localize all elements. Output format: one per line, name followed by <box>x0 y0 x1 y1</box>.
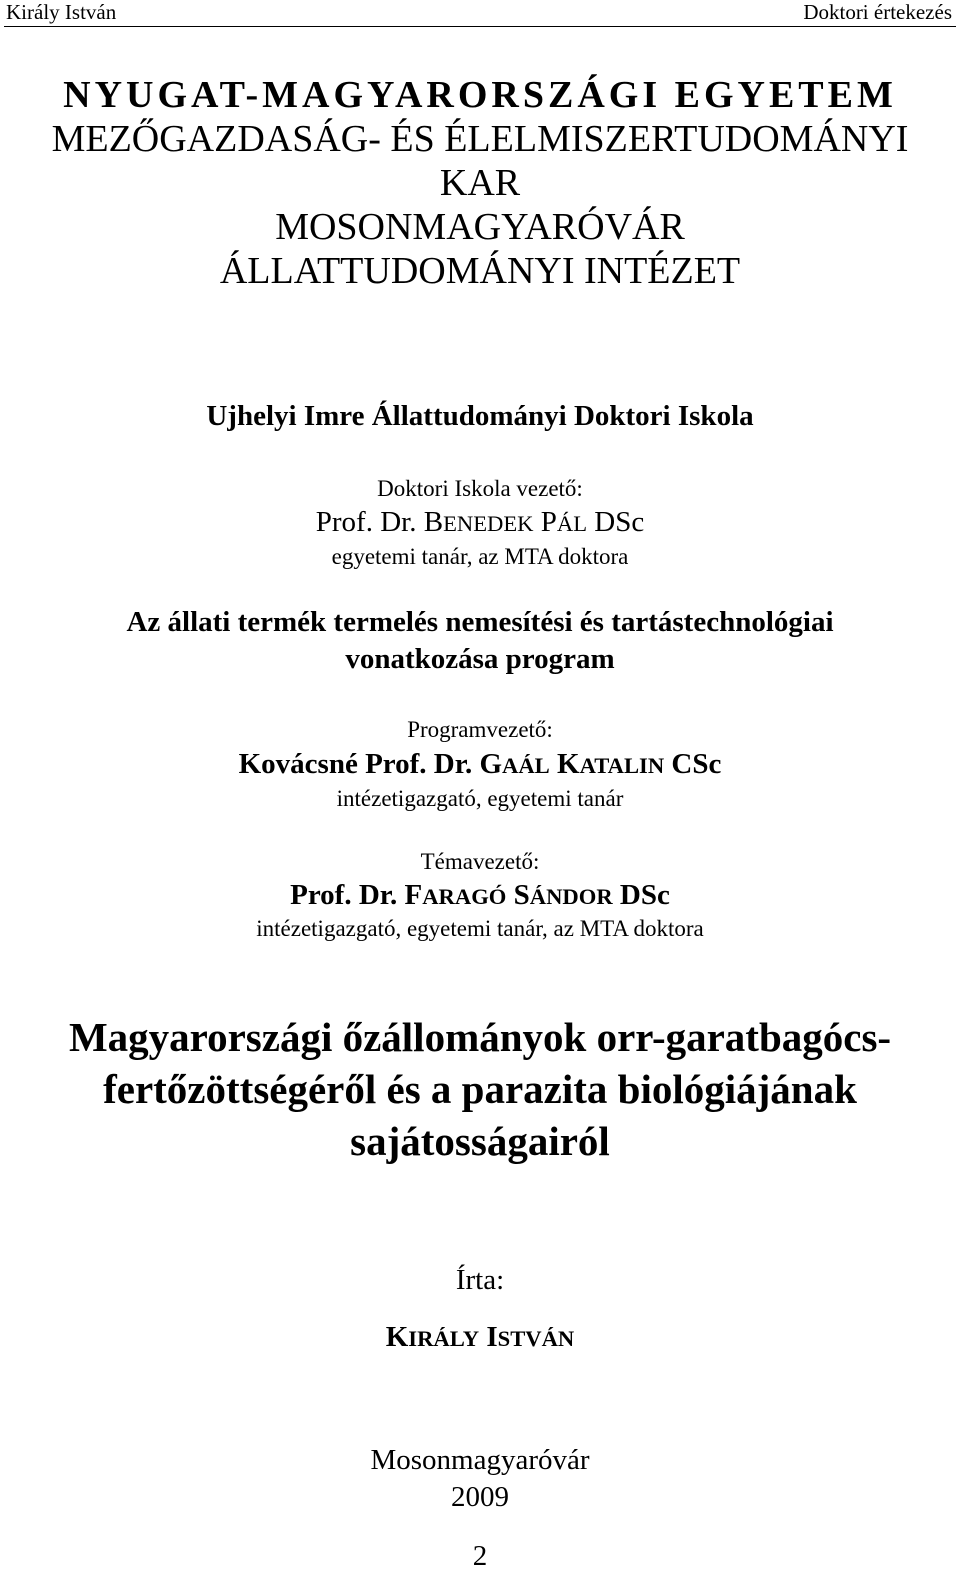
institution-city: MOSONMAGYARÓVÁR <box>275 206 685 248</box>
school-leader-prefix: Prof. Dr. <box>315 506 417 538</box>
program-leader-name <box>0 750 960 779</box>
header-divider <box>4 26 956 27</box>
institution-faculty-kar: KAR <box>439 162 521 204</box>
author-name <box>0 1323 960 1352</box>
supervisor-degree: DSc <box>619 879 670 911</box>
publication-year: 2009 <box>451 1481 509 1513</box>
supervisor-label: Témavezető: <box>420 849 540 874</box>
program-leader-prefix: Kovácsné Prof. Dr. <box>238 748 473 780</box>
supervisor-firstname: SÁNDOR <box>513 879 613 911</box>
supervisor-name <box>0 881 960 910</box>
program-leader-label: Programvezető: <box>407 717 553 742</box>
doctoral-school-name: Ujhelyi Imre Állattudományi Doktori Iskola <box>206 400 754 432</box>
institution-department: ÁLLATTUDOMÁNYI INTÉZET <box>219 250 741 292</box>
publication-place: Mosonmagyaróvár <box>370 1444 590 1476</box>
institution-university: NYUGAT-MAGYARORSZÁGI EGYETEM <box>63 74 897 116</box>
thesis-title-line3: sajátosságairól <box>350 1118 610 1164</box>
program-leader-surname: GAÁL <box>479 748 550 780</box>
supervisor-title: intézetigazgató, egyetemi tanár, az MTA doktora <box>256 916 704 941</box>
thesis-title-line1: Magyarországi őzállományok orr-garatbagócs- <box>68 1014 892 1060</box>
program-leader-firstname: KATALIN <box>557 748 665 780</box>
institution-faculty: MEZŐGAZDASÁG- ÉS ÉLELMISZERTUDOMÁNYI <box>51 118 909 160</box>
running-header-author: Király István <box>6 0 117 24</box>
supervisor-surname: FARAGÓ <box>404 879 507 911</box>
school-leader-label: Doktori Iskola vezető: <box>377 476 583 501</box>
program-name-line2: vonatkozása program <box>345 643 615 675</box>
page-number: 2 <box>472 1540 488 1572</box>
school-leader-surname: BENEDEK <box>423 506 534 538</box>
author-firstname: ISTVÁN <box>486 1321 575 1353</box>
author-surname: KIRÁLY <box>385 1321 480 1353</box>
program-leader-title: intézetigazgató, egyetemi tanár <box>336 786 624 811</box>
school-leader-title: egyetemi tanár, az MTA doktora <box>331 544 629 569</box>
school-leader-firstname: PÁL <box>540 506 588 538</box>
school-leader-name <box>0 508 960 537</box>
supervisor-prefix: Prof. Dr. <box>290 879 398 911</box>
thesis-title-line2: fertőzöttségéről és a parazita biológiájának <box>103 1066 857 1112</box>
running-header-doc-type: Doktori értekezés <box>803 0 952 24</box>
author-label: Írta: <box>455 1264 505 1296</box>
program-name-line1: Az állati termék termelés nemesítési és tartástechnológiai <box>126 606 834 638</box>
school-leader-degree: DSc <box>594 506 645 538</box>
program-leader-degree: CSc <box>671 748 722 780</box>
